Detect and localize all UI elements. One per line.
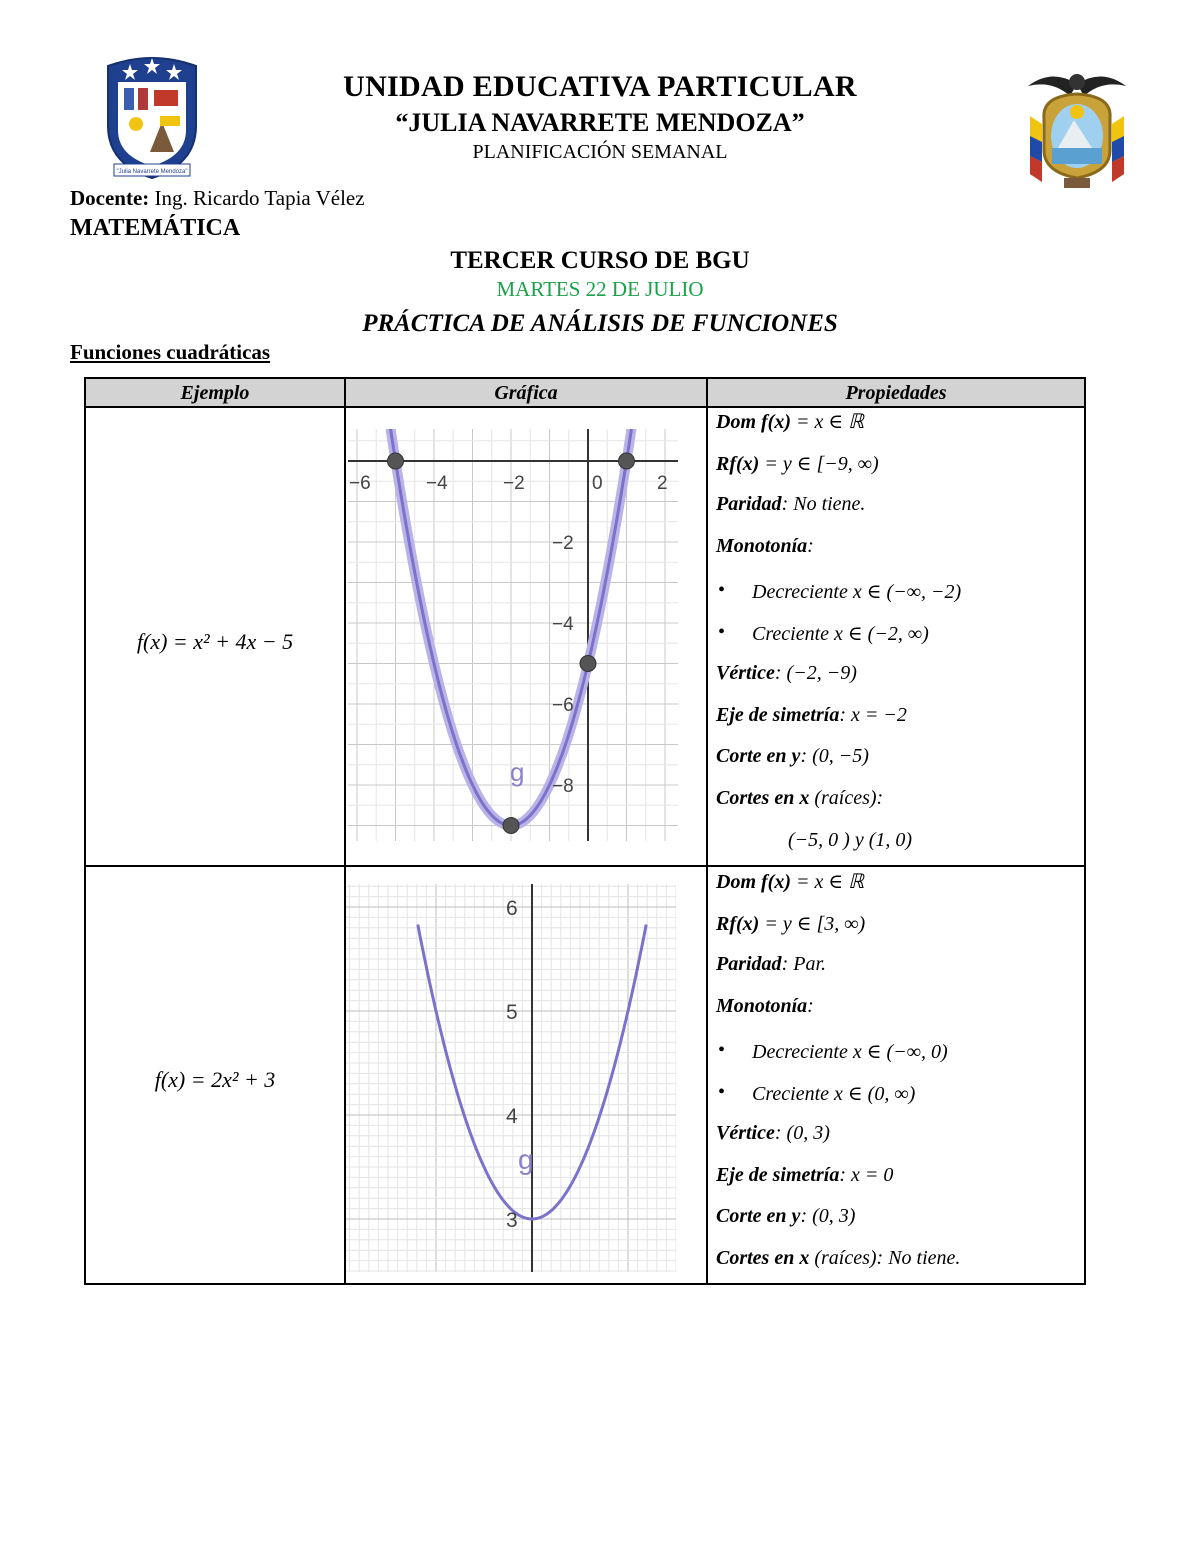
prop-value: : (0, 3)	[800, 1205, 856, 1227]
formula-row-2: f(x) = 2x² + 3	[154, 1067, 276, 1092]
prop-value: = y ∈ [−9, ∞)	[759, 453, 879, 475]
school-subname: “JULIA NAVARRETE MENDOZA”	[395, 108, 805, 137]
key-point	[619, 453, 635, 469]
formula-row-1: f(x) = x² + 4x − 5	[136, 629, 294, 654]
prop-corte-y	[716, 745, 869, 768]
row-divider	[86, 865, 1084, 867]
prop-value: : x = −2	[839, 704, 907, 726]
date-label: MARTES 22 DE JULIO	[496, 277, 704, 301]
prop-value: : (0, 3)	[774, 1122, 830, 1144]
prop-key: Eje de simetría	[716, 1164, 840, 1186]
prop-key: Paridad	[716, 953, 782, 975]
prop-key: Eje de simetría	[716, 704, 840, 726]
prop-value: : No tiene.	[781, 493, 866, 515]
prop-value: :	[807, 535, 814, 557]
prop-dominio	[716, 869, 864, 894]
prop-key: Dom f(x)	[716, 411, 791, 433]
svg-text:"Julia Navarrete Mendoza": "Julia Navarrete Mendoza"	[116, 169, 188, 175]
prop-dominio	[716, 409, 864, 434]
prop-corte-y	[716, 1205, 855, 1228]
x-tick-label: −2	[503, 473, 525, 494]
school-name: UNIDAD EDUCATIVA PARTICULAR	[343, 70, 857, 103]
prop-key: Dom f(x)	[716, 871, 791, 893]
prop-monotonia	[716, 995, 814, 1018]
prop-key: Corte en y	[716, 745, 801, 767]
prop-key: Cortes en x	[716, 1247, 810, 1269]
key-point	[580, 656, 596, 672]
prop-value: : (−2, −9)	[774, 662, 857, 684]
prop-raices: (−5, 0 ) y (1, 0)	[788, 829, 913, 851]
prop-decreciente: • Decreciente x ∈ (−∞, −2)	[752, 579, 961, 604]
prop-value: :	[807, 995, 814, 1017]
curve-label: g	[510, 757, 525, 787]
functions-table	[84, 377, 1086, 1285]
teacher-label: Docente:	[70, 186, 150, 210]
y-tick-label: 6	[506, 897, 518, 920]
header-grafica: Gráfica	[494, 382, 558, 404]
graph-row-1	[348, 429, 678, 841]
y-tick-label: 4	[506, 1105, 518, 1128]
header-propiedades: Propiedades	[845, 382, 947, 404]
key-point	[388, 453, 404, 469]
prop-rango	[716, 911, 865, 936]
prop-cortes-x	[716, 787, 883, 810]
prop-key: Corte en y	[716, 1205, 801, 1227]
prop-value: = y ∈ [3, ∞)	[759, 913, 866, 935]
teacher-name: Ing. Ricardo Tapia Vélez	[154, 186, 365, 210]
prop-key: Cortes en x	[716, 787, 810, 809]
prop-cortes-x	[716, 1247, 960, 1270]
prop-value: : x = 0	[839, 1164, 894, 1186]
y-tick-label: 5	[506, 1001, 518, 1024]
x-tick-label: −6	[349, 473, 371, 494]
curve-label: g	[518, 1144, 534, 1175]
prop-monotonia	[716, 535, 814, 558]
prop-value: (raíces):	[809, 787, 884, 809]
prop-paridad	[716, 953, 826, 976]
prop-eje-simetria	[716, 1164, 893, 1187]
prop-value: = x ∈ ℝ	[790, 871, 865, 893]
prop-vertice	[716, 662, 857, 685]
plan-label: PLANIFICACIÓN SEMANAL	[472, 141, 728, 163]
prop-paridad	[716, 493, 865, 516]
prop-value: : (0, −5)	[800, 745, 869, 767]
prop-rango	[716, 451, 879, 476]
key-point	[503, 818, 519, 834]
x-tick-label: 0	[592, 473, 603, 494]
prop-key: Rf(x)	[716, 453, 760, 475]
prop-value: : Par.	[781, 953, 827, 975]
prop-decreciente: • Decreciente x ∈ (−∞, 0)	[752, 1039, 948, 1064]
graph-tick-labels	[506, 897, 518, 1232]
prop-creciente: • Creciente x ∈ (−2, ∞)	[752, 621, 929, 646]
prop-eje-simetria	[716, 704, 907, 727]
prop-value: = x ∈ ℝ	[790, 411, 865, 433]
y-tick-label: −8	[552, 776, 574, 797]
graph-row-2	[346, 884, 676, 1272]
header-divider	[86, 406, 1084, 408]
prop-key: Rf(x)	[716, 913, 760, 935]
y-tick-label: −2	[552, 533, 574, 554]
teacher-line	[70, 186, 365, 211]
prop-key: Monotonía	[716, 995, 808, 1017]
x-tick-label: −4	[426, 473, 448, 494]
section-title: Funciones cuadráticas	[70, 340, 271, 364]
subject-title: MATEMÁTICA	[70, 215, 241, 241]
prop-key: Vértice	[716, 1122, 775, 1144]
course-title: TERCER CURSO DE BGU	[450, 247, 750, 274]
prop-key: Vértice	[716, 662, 775, 684]
y-tick-label: −6	[552, 695, 574, 716]
header-ejemplo: Ejemplo	[180, 382, 250, 404]
prop-value: (raíces): No tiene.	[809, 1247, 961, 1269]
y-tick-label: −4	[552, 614, 574, 635]
prop-key: Paridad	[716, 493, 782, 515]
practice-title: PRÁCTICA DE ANÁLISIS DE FUNCIONES	[362, 310, 838, 337]
prop-key: Monotonía	[716, 535, 808, 557]
prop-vertice	[716, 1122, 830, 1145]
y-tick-label: 3	[506, 1209, 518, 1232]
prop-creciente: • Creciente x ∈ (0, ∞)	[752, 1081, 915, 1106]
x-tick-label: 2	[657, 473, 668, 494]
column-divider-2	[706, 379, 708, 1283]
